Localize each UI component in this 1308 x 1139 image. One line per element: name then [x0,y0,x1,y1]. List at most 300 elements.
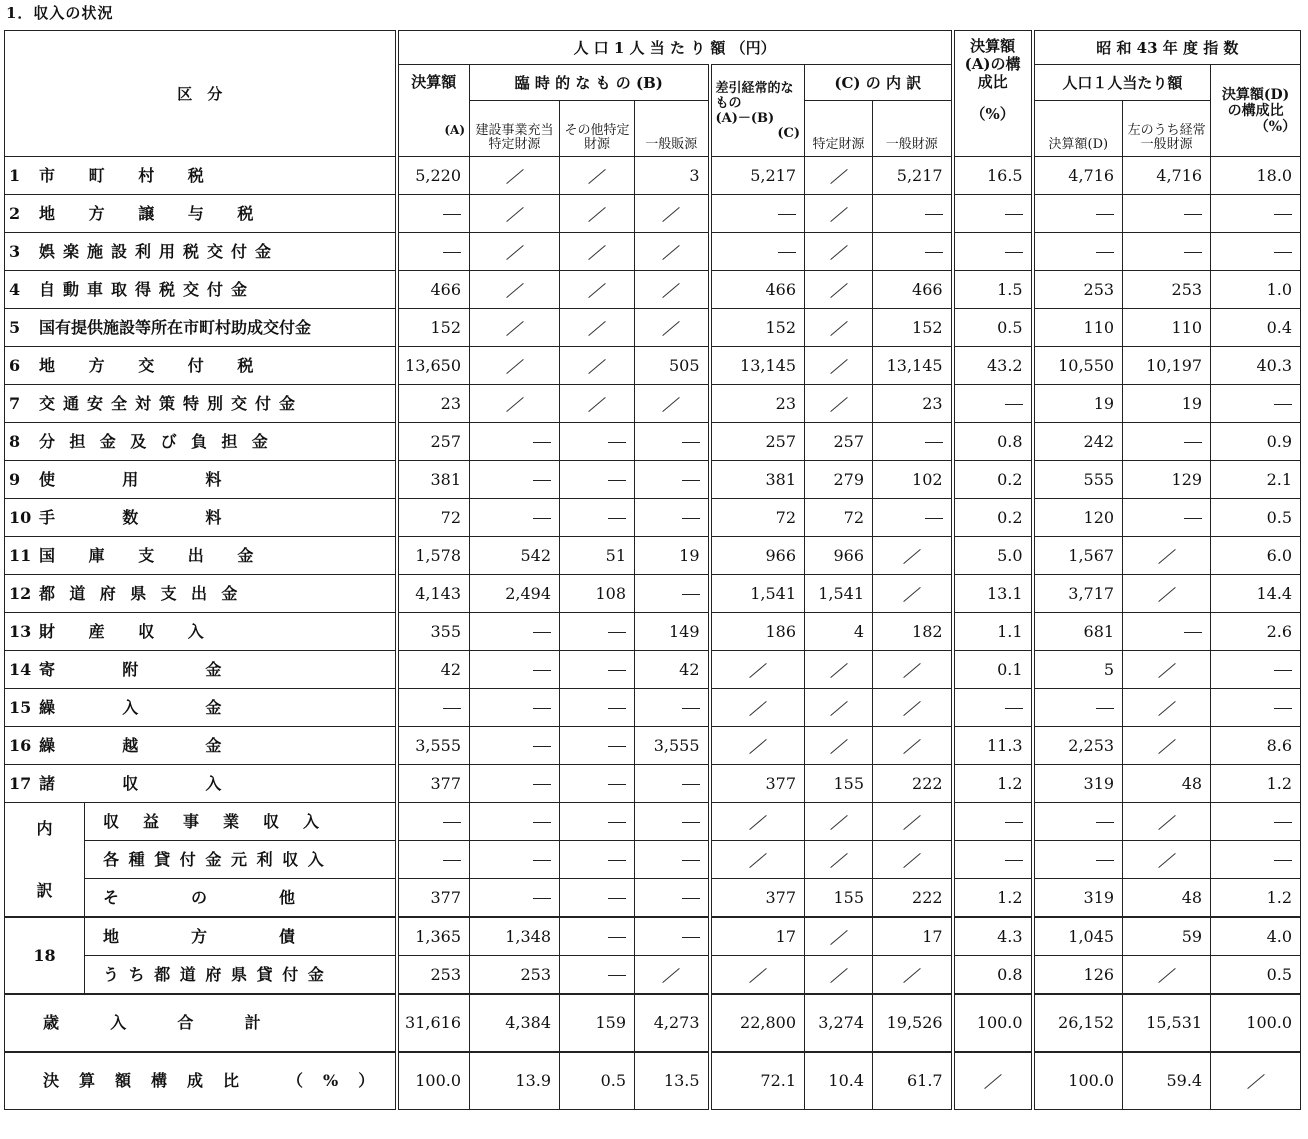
per-capita-header: 人 口 1 人 当 た り 額 （円） [397,31,953,65]
row18-row [5,956,1301,995]
row-label: 繰越金 [39,735,289,755]
value-cell: 681 [1033,613,1123,651]
value-cell: 23 [397,385,470,423]
value-cell: 3 [635,157,710,195]
value-cell: 100.0 [953,994,1033,1052]
table-row [5,651,1301,689]
value-cell: 13,145 [710,347,805,385]
empty-value-cell [560,765,635,803]
empty-value-cell [397,689,470,727]
uchiwake-label [5,803,85,918]
value-cell: 0.8 [953,956,1033,995]
table-row [5,765,1301,803]
value-cell: 152 [397,309,470,347]
not-applicable-cell [560,309,635,347]
value-cell: 5,220 [397,157,470,195]
table-row [5,499,1301,537]
value-cell: 40.3 [1211,347,1301,385]
slash-mark [903,549,920,564]
not-applicable-cell [635,309,710,347]
empty-value-cell [560,689,635,727]
slash-mark [663,968,680,983]
table-row [5,727,1301,765]
dash-mark [443,214,461,215]
row-label: 諸収入 [39,773,289,793]
row-number: 1 [9,165,21,185]
dash-mark [608,784,626,785]
dash-mark [533,632,551,633]
not-applicable-cell [710,803,805,841]
not-applicable-cell [470,347,560,385]
value-cell: 16.5 [953,157,1033,195]
empty-value-cell [560,651,635,689]
slash-mark [830,283,847,298]
not-applicable-cell [1123,841,1211,879]
empty-value-cell [470,879,560,918]
row-header [5,461,397,499]
not-applicable-cell [1123,803,1211,841]
slash-mark [663,207,680,222]
uchiwake-row [5,803,1301,841]
row-label: 地方交付税 [39,355,288,375]
slash-mark [588,207,605,222]
empty-value-cell [1211,841,1301,879]
dash-mark [533,670,551,671]
dash-mark [1184,442,1202,443]
empty-value-cell [1033,689,1123,727]
empty-value-cell [1211,233,1301,271]
row-label: 地方譲与税 [39,203,288,223]
empty-value-cell [397,803,470,841]
value-cell: 10.4 [805,1052,873,1110]
slash-mark [663,245,680,260]
value-cell: 257 [397,423,470,461]
not-applicable-cell [805,157,873,195]
value-cell: 4,384 [470,994,560,1052]
empty-value-cell [560,879,635,918]
dash-mark [1005,214,1023,215]
value-cell: 17 [873,917,953,956]
total-row [5,994,1301,1052]
value-cell: 43.2 [953,347,1033,385]
value-cell: 381 [710,461,805,499]
row-label: うち都道府県貸付金 [103,964,334,984]
dash-mark [1005,708,1023,709]
empty-value-cell [635,765,710,803]
value-cell: 22,800 [710,994,805,1052]
slash-mark [830,321,847,336]
value-cell: 355 [397,613,470,651]
empty-value-cell [873,423,953,461]
empty-value-cell [635,841,710,879]
not-applicable-cell [805,917,873,956]
slash-mark [830,663,847,678]
dash-mark [925,252,943,253]
c-uchiwake-header: (C) の 内 訳 [805,65,953,101]
row-header [5,727,397,765]
value-cell: 48 [1123,765,1211,803]
dash-mark [1274,822,1292,823]
value-cell: 42 [635,651,710,689]
value-cell: 1,045 [1033,917,1123,956]
value-cell: 149 [635,613,710,651]
value-cell: 0.5 [1211,956,1301,995]
value-cell: 72 [397,499,470,537]
not-applicable-cell [560,271,635,309]
not-applicable-cell [635,195,710,233]
empty-value-cell [1211,689,1301,727]
slash-mark [749,701,766,716]
slash-mark [749,815,766,830]
empty-value-cell [635,461,710,499]
dash-mark [1184,214,1202,215]
empty-value-cell [710,195,805,233]
row-label: 地方債 [103,926,368,946]
empty-value-cell [1123,423,1211,461]
slash-mark [903,815,920,830]
value-cell: 11.3 [953,727,1033,765]
value-cell: 3,274 [805,994,873,1052]
uchiwake-row [5,841,1301,879]
empty-value-cell [470,841,560,879]
empty-value-cell [470,803,560,841]
empty-value-cell [397,195,470,233]
row-number: 18 [5,917,85,994]
dash-mark [1274,252,1292,253]
empty-value-cell [1123,195,1211,233]
not-applicable-cell [560,233,635,271]
row-header [5,233,397,271]
empty-value-cell [635,879,710,918]
empty-value-cell [470,651,560,689]
row-number: 17 [9,773,32,793]
value-cell: 13.9 [470,1052,560,1110]
dash-mark [778,214,796,215]
dash-mark [1184,252,1202,253]
value-cell: 381 [397,461,470,499]
value-cell: 3,717 [1033,575,1123,613]
rinji-header: 臨 時 的 な も の (B) [470,65,710,101]
value-cell: 48 [1123,879,1211,918]
row-label: 娯楽施設利用税交付金 [39,241,280,261]
dash-mark [682,860,700,861]
value-cell: 505 [635,347,710,385]
row-label: 分担金及び負担金 [39,431,283,451]
row-header [5,651,397,689]
dash-mark [608,442,626,443]
value-cell: 126 [1033,956,1123,995]
row-header [5,1052,397,1110]
value-cell: 108 [560,575,635,613]
table-row [5,385,1301,423]
value-cell: 542 [470,537,560,575]
slash-mark [830,397,847,412]
empty-value-cell [560,613,635,651]
value-cell: 319 [1033,765,1123,803]
value-cell: 222 [873,879,953,918]
empty-value-cell [1211,195,1301,233]
value-cell: 19 [635,537,710,575]
value-cell: 377 [710,765,805,803]
dash-mark [682,822,700,823]
slash-mark [1158,853,1175,868]
value-cell: 42 [397,651,470,689]
not-applicable-cell [873,803,953,841]
not-applicable-cell [470,309,560,347]
dash-mark [608,670,626,671]
value-cell: 8.6 [1211,727,1301,765]
value-cell: 26,152 [1033,994,1123,1052]
value-cell: 159 [560,994,635,1052]
not-applicable-cell [805,689,873,727]
not-applicable-cell [1123,727,1211,765]
value-cell: 242 [1033,423,1123,461]
row-number: 10 [9,507,32,527]
value-cell: 155 [805,765,873,803]
value-cell: 2,253 [1033,727,1123,765]
dash-mark [533,518,551,519]
row-label: 各種貸付金元利収入 [103,849,334,869]
value-cell: 61.7 [873,1052,953,1110]
dash-mark [682,442,700,443]
value-cell: 1.1 [953,613,1033,651]
empty-value-cell [1123,499,1211,537]
jinko-per-header: 人口１人当たり額 [1033,65,1211,101]
dash-mark [1274,404,1292,405]
row18-row [5,917,1301,956]
value-cell: 31,616 [397,994,470,1052]
dash-mark [608,898,626,899]
row-number: 8 [9,431,21,451]
slash-mark [749,739,766,754]
slash-mark [506,283,523,298]
value-cell: 5.0 [953,537,1033,575]
slash-mark [749,853,766,868]
slash-mark [903,663,920,678]
empty-value-cell [1211,651,1301,689]
slash-mark [588,397,605,412]
row-label: 国庫支出金 [39,545,288,565]
empty-value-cell [1123,233,1211,271]
slash-mark [830,359,847,374]
row-number: 12 [9,583,32,603]
row-label: 使用料 [39,469,289,489]
value-cell: 1,541 [805,575,873,613]
empty-value-cell [1211,385,1301,423]
dash-mark [1274,214,1292,215]
value-cell: 0.9 [1211,423,1301,461]
row-header [5,537,397,575]
value-cell: 5 [1033,651,1123,689]
value-cell: 186 [710,613,805,651]
empty-value-cell [635,499,710,537]
slash-mark [830,701,847,716]
row-number: 16 [9,735,32,755]
value-cell: 19,526 [873,994,953,1052]
row-header [85,803,397,841]
dash-mark [1184,632,1202,633]
value-cell: 2,494 [470,575,560,613]
value-cell: 319 [1033,879,1123,918]
not-applicable-cell [560,157,635,195]
not-applicable-cell [805,195,873,233]
row-header [5,499,397,537]
empty-value-cell [953,195,1033,233]
value-cell: 2.1 [1211,461,1301,499]
not-applicable-cell [1211,1052,1301,1110]
dash-mark [608,822,626,823]
empty-value-cell [1033,803,1123,841]
not-applicable-cell [635,271,710,309]
value-cell: 2.6 [1211,613,1301,651]
ippan-ho-header: 一般販源 [635,101,710,157]
row-number: 2 [9,203,21,223]
value-cell: 257 [710,423,805,461]
empty-value-cell [1033,233,1123,271]
row-number: 4 [9,279,21,299]
row-header [85,879,397,918]
table-row [5,575,1301,613]
not-applicable-cell [873,727,953,765]
slash-mark [830,207,847,222]
value-cell: 59.4 [1123,1052,1211,1110]
table-row [5,195,1301,233]
empty-value-cell [873,195,953,233]
value-cell: 1,578 [397,537,470,575]
value-cell: 152 [873,309,953,347]
not-applicable-cell [470,157,560,195]
value-cell: 966 [805,537,873,575]
value-cell: 59 [1123,917,1211,956]
value-cell: 23 [710,385,805,423]
dash-mark [608,708,626,709]
row-header [5,994,397,1052]
value-cell: 1.2 [1211,765,1301,803]
slash-mark [749,663,766,678]
not-applicable-cell [710,727,805,765]
row-label: 自動車取得税交付金 [39,279,256,299]
empty-value-cell [1123,613,1211,651]
row-header [5,385,397,423]
not-applicable-cell [873,841,953,879]
row-label: 歳入合計 [43,1013,312,1032]
dash-mark [533,746,551,747]
slash-mark [588,283,605,298]
slash-mark [663,321,680,336]
dash-mark [533,898,551,899]
dash-mark [608,518,626,519]
slash-mark [903,701,920,716]
value-cell: 182 [873,613,953,651]
uchiwake-row [5,879,1301,918]
value-cell: 18.0 [1211,157,1301,195]
value-cell: 1.2 [953,879,1033,918]
row-header [5,613,397,651]
value-cell: 4,273 [635,994,710,1052]
value-cell: 5,217 [873,157,953,195]
row-label: 決算額構成比 （%） [43,1071,395,1090]
dash-mark [1096,252,1114,253]
empty-value-cell [710,233,805,271]
slash-mark [663,283,680,298]
empty-value-cell [470,689,560,727]
not-applicable-cell [710,956,805,995]
dash-mark [1005,822,1023,823]
value-cell: 0.1 [953,651,1033,689]
row-header [85,956,397,995]
dash-mark [533,442,551,443]
empty-value-cell [560,423,635,461]
row-label: 国有提供施設等所在市町村助成交付金 [39,317,312,337]
hidari-uchi-header: 左のうち経常一般財源 [1123,101,1211,157]
value-cell: 4 [805,613,873,651]
not-applicable-cell [805,347,873,385]
sabiki-header: 差引経常的なもの (A)－(B) (C) [710,65,805,157]
row-number: 5 [9,317,21,337]
empty-value-cell [635,423,710,461]
not-applicable-cell [873,689,953,727]
page-title: 1．収入の状況 [6,4,114,22]
value-cell: 14.4 [1211,575,1301,613]
dash-mark [443,860,461,861]
value-cell: 17 [710,917,805,956]
table-row [5,423,1301,461]
dash-mark [608,746,626,747]
value-cell: 152 [710,309,805,347]
slash-mark [830,245,847,260]
revenue-table [4,30,1301,1110]
row-label: 交通安全対策特別交付金 [39,393,304,413]
empty-value-cell [1033,195,1123,233]
row-number: 3 [9,241,21,261]
empty-value-cell [560,841,635,879]
value-cell: 72 [805,499,873,537]
value-cell: 19 [1123,385,1211,423]
not-applicable-cell [805,309,873,347]
value-cell: 4.0 [1211,917,1301,956]
slash-mark [1158,549,1175,564]
empty-value-cell [560,956,635,995]
kessan-d-kosei-header: 決算額(D)の構成比 （%） [1211,65,1301,157]
empty-value-cell [635,803,710,841]
not-applicable-cell [1123,689,1211,727]
not-applicable-cell [470,233,560,271]
value-cell: 0.2 [953,499,1033,537]
value-cell: 72 [710,499,805,537]
value-cell: 1,365 [397,917,470,956]
not-applicable-cell [805,956,873,995]
empty-value-cell [635,917,710,956]
not-applicable-cell [560,385,635,423]
value-cell: 3,555 [397,727,470,765]
row-label: 都道府県支出金 [39,583,252,603]
value-cell: 1.2 [953,765,1033,803]
not-applicable-cell [635,385,710,423]
value-cell: 5,217 [710,157,805,195]
slash-mark [1158,663,1175,678]
row-number: 14 [9,659,32,679]
slash-mark [1158,815,1175,830]
uchiwake-label-top: 内 [36,818,53,838]
value-cell: 466 [873,271,953,309]
dash-mark [1005,252,1023,253]
row-number: 9 [9,469,21,489]
value-cell: 100.0 [1033,1052,1123,1110]
empty-value-cell [953,841,1033,879]
dash-mark [443,822,461,823]
row-header [5,575,397,613]
value-cell: 1,348 [470,917,560,956]
